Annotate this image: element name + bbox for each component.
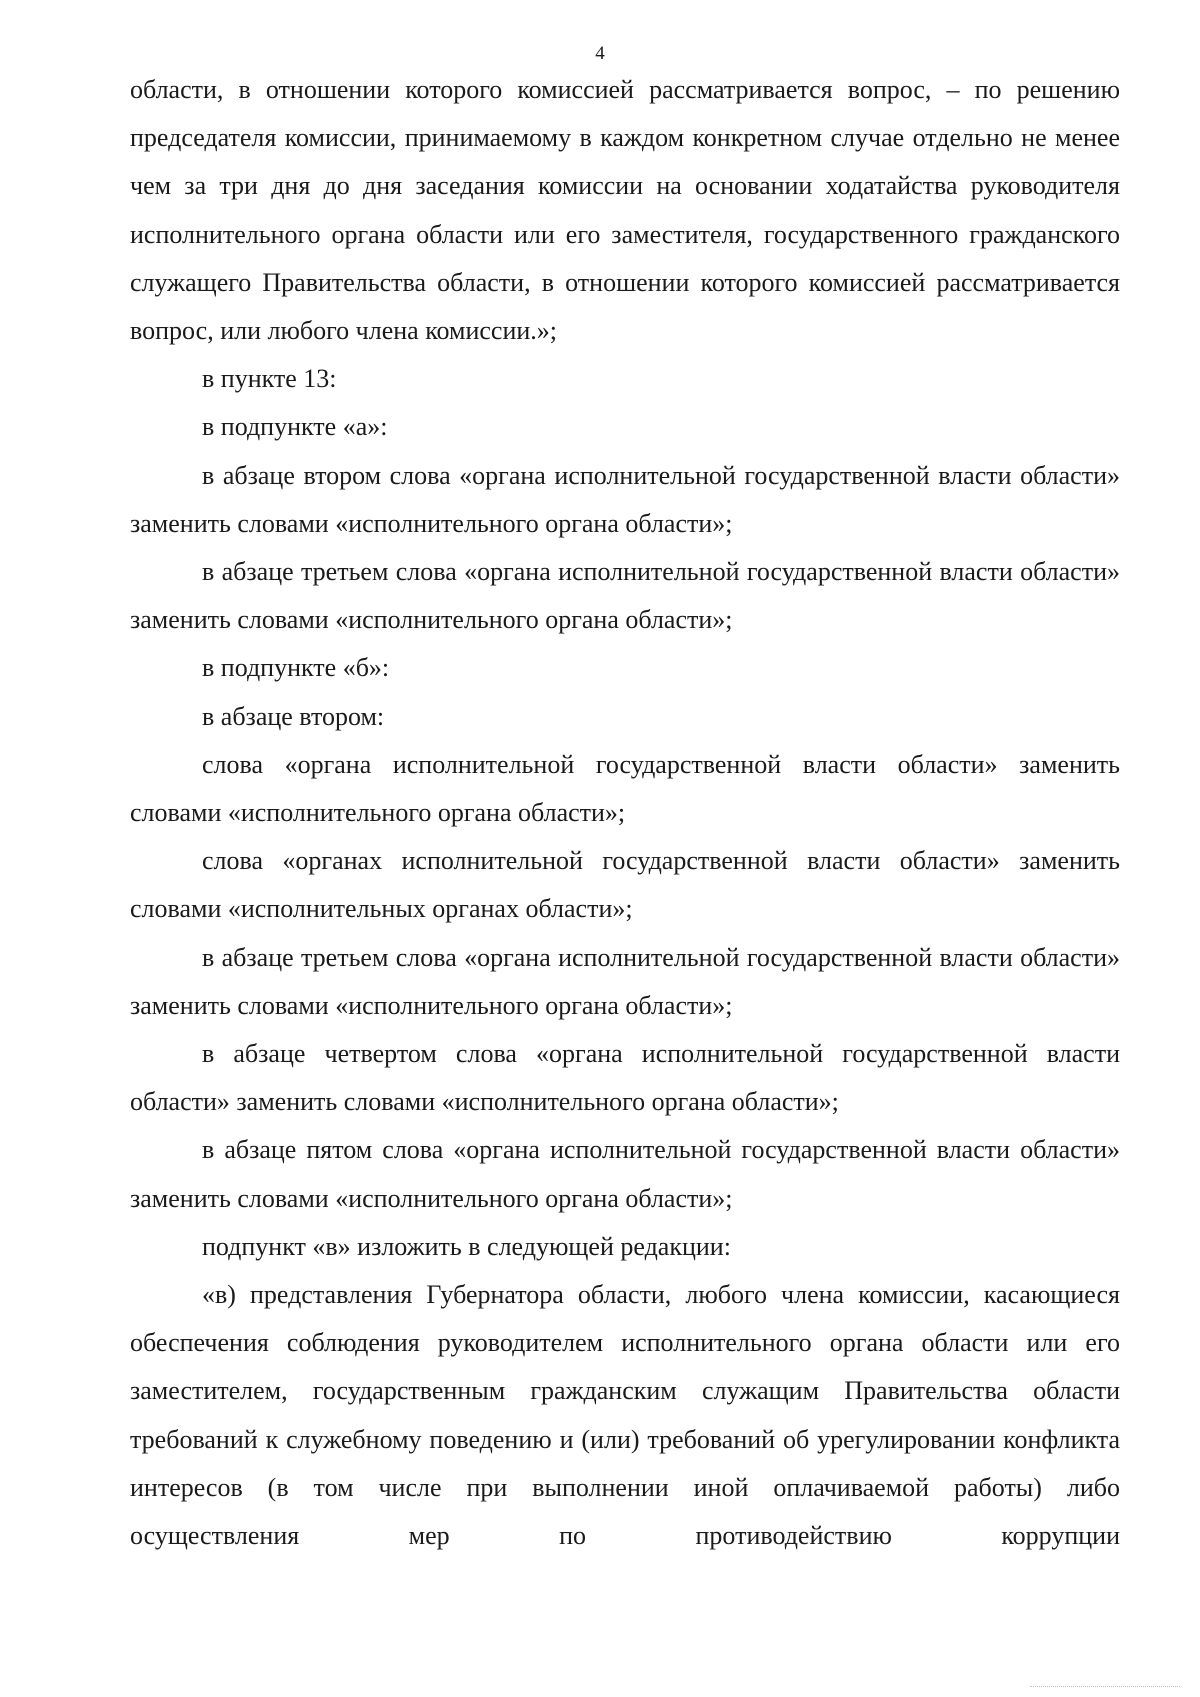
document-body [130,66,1120,1560]
paragraph-item-13: в пункте 13: [202,364,337,394]
paragraph-b-abzac-5: в абзаце пятом слова «органа исполнительной государственной власти области» заменить словами «исполнительного органа области»; [130,1135,1120,1213]
paragraph-continuation: области, в отношении которого комиссией рассматривается вопрос, – по решению председателя комиссии, принимаемому в каждом конкретном случае отдельно не менее чем за три дня до дня заседания комиссии на основании ходатайства руководителя исполнительного органа области или его заместителя, государственного гражданского служащего Правительства области, в отношении которого комиссией рассматривается вопрос, или любого члена комиссии.»; [130,75,1120,346]
paragraph-b-abzac-2: в абзаце втором: [202,701,385,731]
page-number: 4 [595,43,605,64]
paragraph-b-abzac-2-words-2: слова «органах исполнительной государственной власти области» заменить словами «исполнительных органах области»; [130,846,1120,924]
paragraph-subitem-b: в подпункте «б»: [202,653,390,683]
paragraph-b-abzac-4: в абзаце четвертом слова «органа исполнительной государственной власти области» заменить словами «исполнительного органа области»; [130,1039,1120,1117]
paragraph-subitem-v-text: «в) представления Губернатора области, любого члена комиссии, касающиеся обеспечения соблюдения руководителем исполнительного органа области или его заместителем, государственным гражданским служащим Правительства области требований к служебному поведению и (или) требований об урегулировании конфликта интересов (в том числе при выполнении иной оплачиваемой работы) либо осуществления мер по противодействию коррупции [130,1280,1120,1551]
paragraph-subitem-v-intro: подпункт «в» изложить в следующей редакции: [202,1231,731,1261]
scan-artifact [1030,1678,1180,1687]
paragraph-a-abzac-3: в абзаце третьем слова «органа исполнительной государственной власти области» заменить словами «исполнительного органа области»; [130,557,1120,635]
paragraph-subitem-a: в подпункте «а»: [202,412,388,442]
paragraph-b-abzac-3: в абзаце третьем слова «органа исполнительной государственной власти области» заменить словами «исполнительного органа области»; [130,942,1120,1020]
paragraph-b-abzac-2-words-1: слова «органа исполнительной государственной власти области» заменить словами «исполнительного органа области»; [130,749,1120,828]
paragraph-a-abzac-2: в абзаце втором слова «органа исполнительной государственной власти области» заменить словами «исполнительного органа области»; [130,460,1120,538]
